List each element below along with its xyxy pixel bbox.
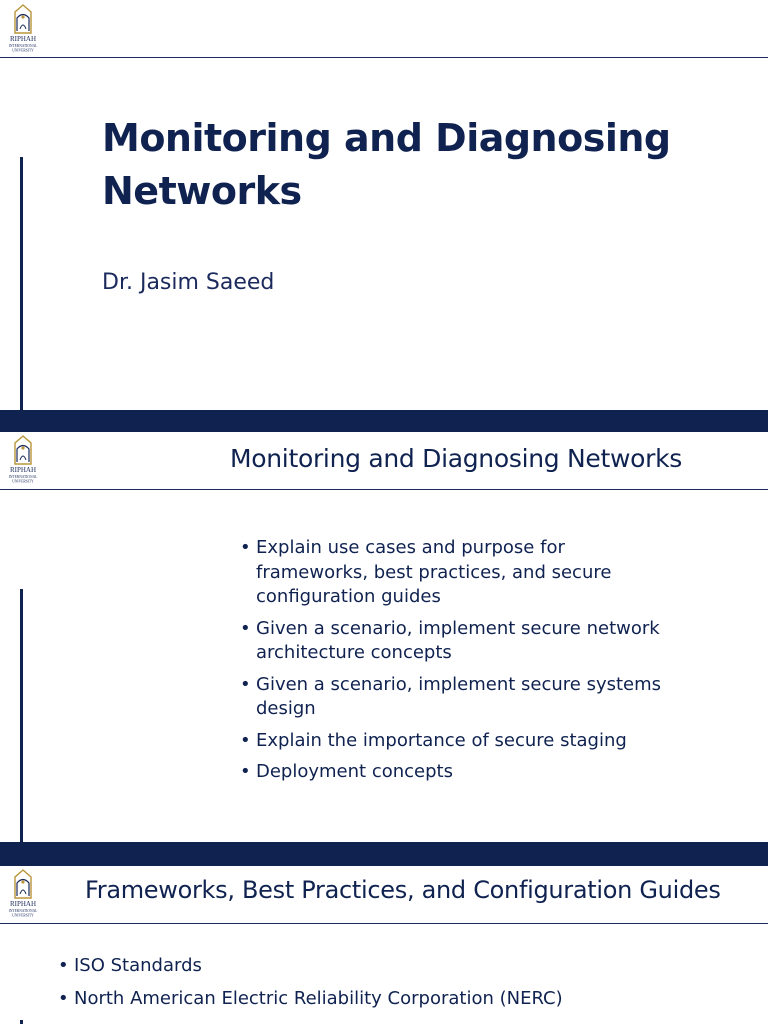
logo-line-2: INTERNATIONAL [8, 475, 38, 479]
riphah-university-logo [4, 434, 42, 486]
list-item [240, 673, 680, 722]
header-rule [0, 489, 768, 490]
slide-divider [0, 842, 768, 866]
logo-name: RIPHAH [9, 35, 37, 43]
list-item [58, 954, 748, 979]
logo-line-2: INTERNATIONAL [8, 909, 38, 913]
list-item-text: • North American Electric Reliability Corporation (NERC) [74, 987, 563, 1009]
logo-line-3: UNIVERSITY [12, 48, 34, 53]
logo-line-3: UNIVERSITY [12, 913, 34, 918]
list-item [240, 729, 680, 754]
slide-divider [0, 410, 768, 432]
slide-title [0, 0, 768, 410]
list-item-text: • Given a scenario, implement secure network architecture concepts [256, 617, 660, 663]
section-title: Monitoring and Diagnosing Networks [230, 444, 682, 473]
logo-name: RIPHAH [9, 466, 37, 474]
list-item-text: • Explain use cases and purpose for frameworks, best practices, and secure configuration guides [256, 537, 612, 607]
slide-frameworks [0, 866, 768, 1024]
logo-line-3: UNIVERSITY [12, 479, 34, 484]
accent-bar [20, 157, 23, 410]
list-item-text: • ISO Standards [74, 955, 202, 976]
slide-objectives [0, 432, 768, 842]
logo-name: RIPHAH [9, 900, 37, 908]
presenter-name: Dr. Jasim Saeed [102, 270, 275, 295]
list-item-text: • Deployment concepts [256, 761, 453, 782]
list-item [58, 987, 748, 1012]
list-item [240, 760, 680, 785]
riphah-university-logo [4, 868, 42, 920]
frameworks-list [58, 954, 748, 1011]
accent-bar [20, 1020, 23, 1024]
header-rule [0, 57, 768, 58]
riphah-university-logo [4, 3, 42, 55]
logo-line-2: INTERNATIONAL [8, 44, 38, 48]
list-item-text: • Explain the importance of secure staging [256, 729, 627, 751]
list-item [240, 617, 680, 666]
list-item-text: • Given a scenario, implement secure systems design [256, 673, 662, 719]
page-title: Monitoring and Diagnosing Networks [102, 116, 671, 213]
section-title: Frameworks, Best Practices, and Configuration Guides [85, 876, 721, 904]
header-rule [0, 923, 768, 924]
accent-bar [20, 589, 23, 842]
list-item [240, 536, 680, 610]
objectives-list [240, 536, 680, 785]
